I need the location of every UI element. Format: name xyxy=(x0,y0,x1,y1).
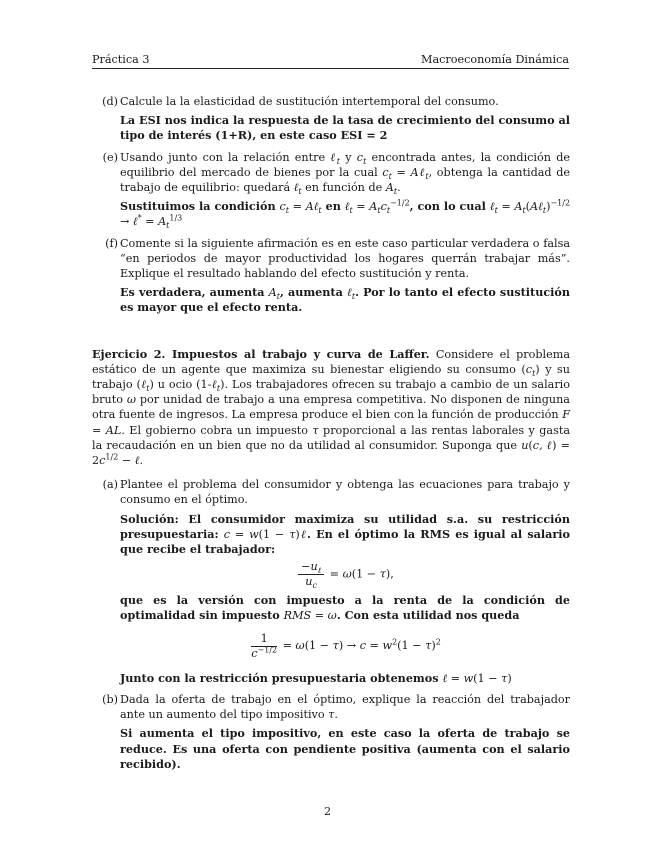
item-question: Comente si la siguiente afirmación es en este caso particular verdadera o falsa “en periodos de mayor productividad los hogares querrán trabajar más”. Explique el resultado hablando del efecto sustitución y renta. xyxy=(120,236,570,281)
header-left: Práctica 3 xyxy=(92,53,150,66)
item-label: (b) xyxy=(102,692,118,706)
item-e xyxy=(92,150,570,230)
item-answer: Es verdadera, aumenta $A_t$, aumenta ℓ$_t$. Por lo tanto el efecto sustitución es mayor que el efecto renta. xyxy=(120,285,571,315)
item-f xyxy=(92,236,570,316)
item-answer: Sustituimos la condición $c_t$ = Aℓ$_t$ en ℓ$_t$ = $A_tc_t^{-1/2}$, con lo cual ℓ$_t$ = $A_t(A\ell_t)^{-1/2}$ → ℓ* = $A_t^{1/3}$ xyxy=(120,198,571,231)
item-question: Usando junto con la relación entre ℓ$_t$ y $c_t$ encontrada antes, la condición de equilibrio del mercado de bienes por la cual $c_t$ = Aℓ$_t$, obtenga la cantidad de trabajo de equilibrio: quedará ℓ$_t$ en función de $A_t$. xyxy=(120,150,570,197)
item-label: (d) xyxy=(102,95,118,108)
item-answer-continued: que es la versión con impuesto a la renta de la condición de optimalidad sin impuesto RMS = ω. Con esta utilidad nos queda xyxy=(120,593,570,623)
item-label: (e) xyxy=(102,150,118,164)
header-rule xyxy=(92,68,569,69)
page-body xyxy=(92,94,570,772)
item-d xyxy=(92,94,570,144)
item-label: (a) xyxy=(102,478,118,492)
item-answer: La ESI nos indica la respuesta de la tasa de crecimiento del consumo al tipo de interés (1+R), en este caso ESI = 2 xyxy=(120,113,570,143)
item-question: Dada la oferta de trabajo en el óptimo, explique la reacción del trabajador ante un aumento del tipo impositivo τ. xyxy=(120,692,570,722)
item-answer: Solución: El consumidor maximiza su utilidad s.a. su restricción presupuestaria: c = w(1 − τ)ℓ. En el óptimo la RMS es igual al salario que recibe el trabajador: xyxy=(120,511,571,557)
item-2b xyxy=(92,692,570,772)
equation-consumption: $\frac{1}{c^{-1/2}}$ = $\omega(1 - \tau) \to c = w^2(1 - \tau)^2$ xyxy=(251,631,441,660)
exercise-2-title: Ejercicio 2. Impuestos al trabajo y curva de Laffer. xyxy=(92,346,430,361)
item-question: Calcule la la elasticidad de sustitución intertemporal del consumo. xyxy=(120,95,499,108)
item-answer: Si aumenta el tipo impositivo, en este caso la oferta de trabajo se reduce. Es una oferta con pendiente positiva (aumenta con el salario recibido). xyxy=(120,726,570,771)
item-2a xyxy=(92,477,570,686)
running-header xyxy=(92,53,569,69)
item-question: Plantee el problema del consumidor y obtenga las ecuaciones para trabajo y consumo en el óptimo. xyxy=(120,478,570,507)
equation-rms: $\frac{-u_\ell}{u_c}$ = ω(1 − τ), xyxy=(120,560,570,589)
item-answer-end: Junto con la restricción presupuestaria obtenemos ℓ = w(1 − τ) xyxy=(120,670,512,685)
item-label: (f) xyxy=(105,236,118,250)
page-number: 2 xyxy=(323,805,332,818)
header-right: Macroeconomía Dinámica xyxy=(421,53,569,66)
exercise-2-statement: Ejercicio 2. Impuestos al trabajo y curva de Laffer. Considere el problema estático de un agente que maximiza su bienestar eligiendo su consumo $(c_t)$ y su trabajo (ℓ$_t$) u ocio (1-ℓ$_t$). Los trabajadores ofrecen su trabajo a cambio de un salario bruto ω por unidad de trabajo a una empresa competitiva. No disponen de ninguna otra fuente de ingresos. La empresa produce el bien con la función de producción F = AL. El gobierno cobra un impuesto τ proporcional a las rentas laborales y gasta la recaudación en un bien que no da utilidad al consumidor. Suponga que u(c, ℓ) = $2c^{1/2}$ − ℓ. xyxy=(92,346,570,468)
